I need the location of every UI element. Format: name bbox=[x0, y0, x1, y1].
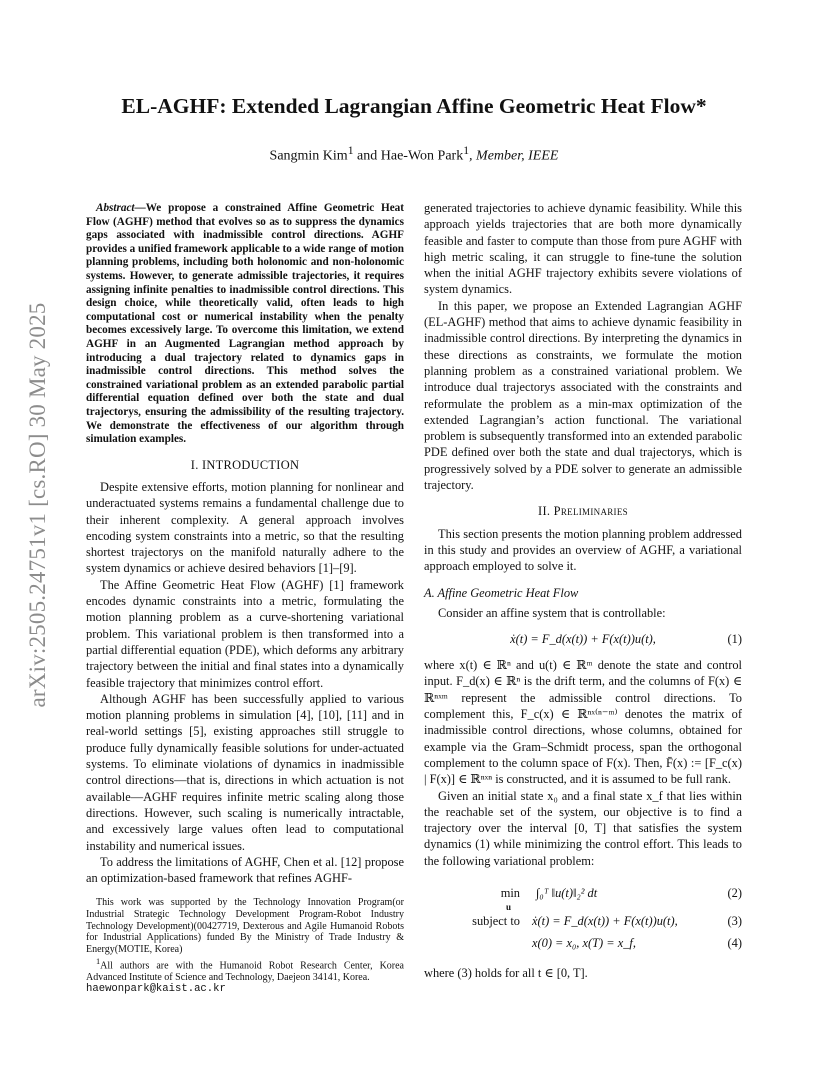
left-column bbox=[86, 202, 404, 886]
equation-2-min-sub: u bbox=[506, 901, 512, 912]
author-1-affil-mark: 1 bbox=[347, 144, 354, 157]
author-2: and Hae-Won Park bbox=[353, 148, 464, 164]
equation-4-body: x(0) = x₀, x(T) = x_f, bbox=[532, 935, 636, 950]
footnote-affiliation bbox=[86, 956, 404, 984]
equation-3 bbox=[424, 913, 742, 935]
equation-2-min: min bbox=[500, 885, 520, 900]
prelim-paragraph-2: Consider an affine system that is controllable: bbox=[438, 605, 666, 620]
equation-3-label: subject to bbox=[472, 913, 520, 928]
abstract-dash: — bbox=[134, 202, 146, 214]
author-line bbox=[60, 144, 768, 165]
footnotes bbox=[86, 897, 404, 996]
arxiv-identifier-stamp bbox=[18, 295, 58, 715]
optimization-problem bbox=[424, 879, 742, 961]
section-heading-preliminaries bbox=[424, 503, 742, 519]
section-title-word: Preliminaries bbox=[553, 504, 628, 519]
intro-paragraph-2: The Affine Geometric Heat Flow (AGHF) [1] framework encodes dynamic constraints into a metric, formulating the motion planning problem as a curve-shortening variational problem. This variational problem is then transformed into a partial differential equation (PDE), which deforms any arbitrary trajectory between the initial and final states into a dynamically feasible trajectory that minimizes control effort. bbox=[86, 577, 404, 690]
prelim-paragraph-3: where x(t) ∈ ℝⁿ and u(t) ∈ ℝᵐ denote the state and control input. F_d(x) ∈ ℝⁿ is the drift term, and the columns of F(x) ∈ ℝⁿˣᵐ represent the admissible control directions. To complement this, F_c(x) ∈ ℝⁿˣ⁽ⁿ⁻ᵐ⁾ denotes the matrix of inadmissible control directions, whose columns, obtained for example via the Gram–Schmidt process, span the orthogonal complement to the column space of F(x). Then, F̄(x) := [F_c(x) | F(x)] ∈ ℝⁿˣⁿ is constructed, and it is assumed to be full rank. bbox=[424, 658, 742, 787]
subsection-heading-aghf: A. Affine Geometric Heat Flow bbox=[424, 585, 579, 600]
footnote-affil-mark: 1 bbox=[96, 956, 101, 966]
equation-1-number: (1) bbox=[727, 631, 742, 646]
intro-paragraph-1: Despite extensive efforts, motion planning for nonlinear and underactuated systems remains a fundamental challenge due to their inherent complexity. A general approach involves encoding system constraints into a metric, so that the resulting shortest trajectorys on the manifold naturally adhere to the system dynamics or achieve desired behaviors [1]–[9]. bbox=[86, 479, 404, 576]
intro-paragraph-3: Although AGHF has been successfully applied to various motion planning problems in simulation [4], [10], [11] and in real-world settings [5], existing approaches still struggle to produce fully dynamically feasible solutions for under-actuated systems. To eliminate violations of dynamics in inadmissible control directions—that is, directions in which actuation is not available—AGHF requires infinite metric scaling along those directions. However, such scaling is numerically intractable, and excessively large values often lead to computational instability and numerical issues. bbox=[86, 691, 404, 853]
paper-title: EL-AGHF: Extended Lagrangian Affine Geometric Heat Flow* bbox=[121, 94, 707, 118]
footnote-funding: This work was supported by the Technology Innovation Program(or Industrial Strategic Technology Development Program-Robot Industry Technology Development)(00427719, Dexterous and Agile Humanoid Robots for Industrial Applications) funded By the Ministry of Trade Industry & Energy(MOTIE, Korea) bbox=[86, 897, 404, 956]
equation-4 bbox=[424, 935, 742, 957]
equation-1-body: ẋ(t) = F_d(x(t)) + F(x(t))u(t), bbox=[510, 631, 656, 646]
author-email: haewonpark@kaist.ac.kr bbox=[86, 982, 226, 995]
footnote-affiliation-text: All authors are with the Humanoid Robot Research Center, Korea Advanced Institute of Science and Technology, Daejeon 34141, Korea. bbox=[86, 960, 404, 984]
intro-paragraph-6: In this paper, we propose an Extended Lagrangian AGHF (EL-AGHF) method that aims to achieve dynamic feasibility in inadmissible control directions. By interpreting the dynamics in these directions as constraints, we formulate the motion planning problem as a constrained variational problem. We introduce dual trajectorys associated with the constraints and reformulate the problem as a min-max optimization of the extended Lagrangian’s action functional. The variational problem is subsequently transformed into an extended parabolic PDE defined over both the state and dual trajectorys, which is progressively solved by a PDE solver to generate an admissible trajectory. bbox=[424, 298, 742, 493]
equation-2 bbox=[424, 885, 742, 912]
section-heading-introduction: I. INTRODUCTION bbox=[190, 457, 300, 472]
intro-paragraph-5: generated trajectories to achieve dynamic feasibility. While this approach yields trajectories that are both more dynamically feasible and faster to compute than those from pure AGHF with high metric scaling, it can struggle to fine-tune the solution when the initial AGHF trajectory exhibits severe violations of system dynamics. bbox=[424, 201, 742, 297]
prelim-paragraph-5: where (3) holds for all t ∈ [0, T]. bbox=[424, 965, 588, 980]
author-membership: , Member, IEEE bbox=[469, 148, 559, 164]
equation-1 bbox=[424, 629, 742, 649]
abstract bbox=[86, 202, 404, 447]
prelim-paragraph-1: This section presents the motion planning problem addressed in this study and provides an overview of AGHF, a variational approach employed to solve it. bbox=[424, 526, 742, 574]
section-number: II. bbox=[538, 504, 554, 519]
equation-3-number: (3) bbox=[727, 913, 742, 928]
equation-2-body: ∫₀ᵀ ‖u(t)‖₂² dt bbox=[536, 885, 598, 900]
prelim-paragraph-4: Given an initial state x₀ and a final state x_f that lies within the reachable set of the system, our objective is to find a trajectory over the interval [0, T] that satisfies the system dynamics (1) while minimizing the control effort. This leads to the following variational problem: bbox=[424, 788, 742, 868]
arxiv-stamp-text: arXiv:2505.24751v1 [cs.RO] 30 May 2025 bbox=[25, 302, 50, 708]
equation-4-number: (4) bbox=[727, 935, 742, 950]
equation-3-body: ẋ(t) = F_d(x(t)) + F(x(t))u(t), bbox=[532, 913, 678, 928]
intro-paragraph-4: To address the limitations of AGHF, Chen et al. [12] propose an optimization-based framework that refines AGHF- bbox=[86, 854, 404, 886]
abstract-text: We propose a constrained Affine Geometric Heat Flow (AGHF) method that evolves so as to suppress the dynamics gaps associated with inadmissible control directions. AGHF provides a unified framework applicable to a wide range of motion planning problems, including both holonomic and non-holonomic systems. However, to generate admissible trajectories, it requires assigning infinite penalties to inadmissible control directions. This design choice, while theoretically valid, often leads to high computational cost or numerical instability when the penalty becomes excessively large. To overcome this limitation, we extend AGHF in an Augmented Lagrangian method approach by introducing a dual trajectory related to dynamics gaps in inadmissible control directions. This method solves the constrained variational problem as an extended parabolic partial differential equation defined over both the state and dual trajectorys, ensuring the admissibility of the resulting trajectory. We demonstrate the effectiveness of our algorithm through simulation examples. bbox=[86, 202, 405, 446]
equation-2-number: (2) bbox=[727, 885, 742, 900]
author-2-affil-mark: 1 bbox=[463, 144, 470, 157]
author-1: Sangmin Kim bbox=[269, 148, 348, 164]
abstract-lead: Abstract bbox=[96, 202, 135, 214]
right-column bbox=[424, 200, 742, 981]
